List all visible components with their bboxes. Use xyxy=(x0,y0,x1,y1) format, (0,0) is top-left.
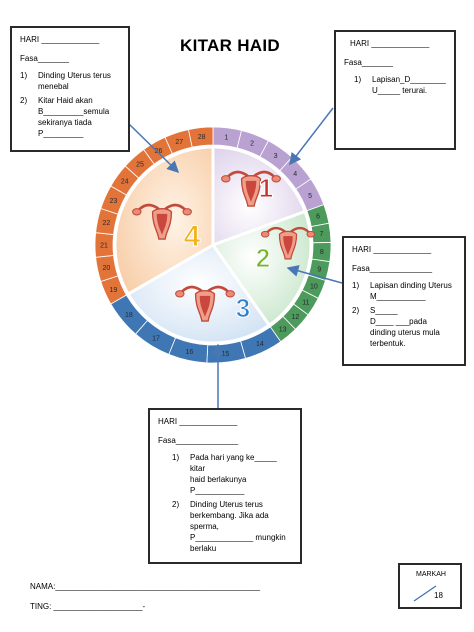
day-number: 6 xyxy=(316,213,321,221)
nama-field[interactable]: NAMA:______________________________________________ xyxy=(30,582,260,591)
day-number: 20 xyxy=(102,265,111,273)
list-item: 1) Pada hari yang ke_____ kitar haid berlakunya P___________ xyxy=(172,453,277,495)
hari-field[interactable]: HARI _____________ xyxy=(350,39,430,48)
fasa-field[interactable]: Fasa_______ xyxy=(344,58,393,67)
day-number: 13 xyxy=(278,326,287,334)
day-number: 8 xyxy=(319,249,324,257)
fasa-field[interactable]: Fasa______________ xyxy=(352,264,433,273)
day-number: 7 xyxy=(319,231,324,239)
list-item: 2) Dinding Uterus terus berkembang. Jika ada sperma, P_____________ mungkin berlaku xyxy=(172,500,286,553)
day-number: 4 xyxy=(293,170,298,178)
day-number: 9 xyxy=(317,266,322,274)
question-box-phase-4 xyxy=(10,26,130,152)
day-number: 23 xyxy=(109,198,118,206)
day-number: 21 xyxy=(100,242,108,250)
fasa-field[interactable]: Fasa______________ xyxy=(158,436,239,445)
phase-number-3: 3 xyxy=(235,293,251,323)
day-number: 26 xyxy=(154,148,163,156)
hari-field[interactable]: HARI _____________ xyxy=(20,35,100,44)
day-number: 1 xyxy=(224,134,229,142)
markah-label: MARKAH xyxy=(416,571,446,578)
day-number: 25 xyxy=(136,161,144,169)
day-number: 5 xyxy=(308,193,313,201)
hari-field[interactable]: HARI _____________ xyxy=(352,245,432,254)
day-number: 27 xyxy=(175,138,184,146)
day-number: 12 xyxy=(291,313,300,321)
day-number: 10 xyxy=(310,283,318,291)
question-box-phase-2 xyxy=(342,236,466,366)
day-number: 19 xyxy=(109,286,118,294)
question-box-phase-1 xyxy=(334,30,456,150)
day-number: 3 xyxy=(273,153,278,161)
day-number: 14 xyxy=(256,340,264,348)
hari-field[interactable]: HARI _____________ xyxy=(158,417,238,426)
list-item: 1) Lapisan_D________ U_____ terurai. xyxy=(354,75,446,95)
phase-number-1: 1 xyxy=(258,173,274,203)
day-number: 22 xyxy=(102,219,111,227)
list-item: 1) Lapisan dinding Uterus M___________ xyxy=(352,281,452,301)
ting-field[interactable]: TING: ____________________- xyxy=(30,602,146,611)
list-item: 2) Kitar Haid akan B_________semula sekiranya tiada P_________ xyxy=(20,96,110,138)
list-item: 1) Dinding Uterus terus menebal xyxy=(20,71,111,91)
list-item: 2) S_____ D____ ___pada dinding uterus mula terbentuk. xyxy=(352,306,440,348)
phase-number-4: 4 xyxy=(183,220,201,253)
markah-box xyxy=(398,563,462,609)
day-number: 18 xyxy=(124,311,133,319)
question-box-phase-3 xyxy=(148,408,302,564)
day-number: 24 xyxy=(120,178,129,186)
day-number: 11 xyxy=(302,299,310,307)
day-number: 28 xyxy=(197,134,206,142)
fasa-field[interactable]: Fasa_______ xyxy=(20,54,69,63)
day-number: 15 xyxy=(221,350,230,358)
phase-number-2: 2 xyxy=(255,243,271,273)
page-title: KITAR HAID xyxy=(180,36,280,55)
markah-score: 18 xyxy=(434,591,443,600)
arrow-top-right xyxy=(290,108,333,164)
day-number: 16 xyxy=(185,348,194,356)
day-number: 17 xyxy=(152,335,160,343)
day-number: 2 xyxy=(250,140,255,148)
